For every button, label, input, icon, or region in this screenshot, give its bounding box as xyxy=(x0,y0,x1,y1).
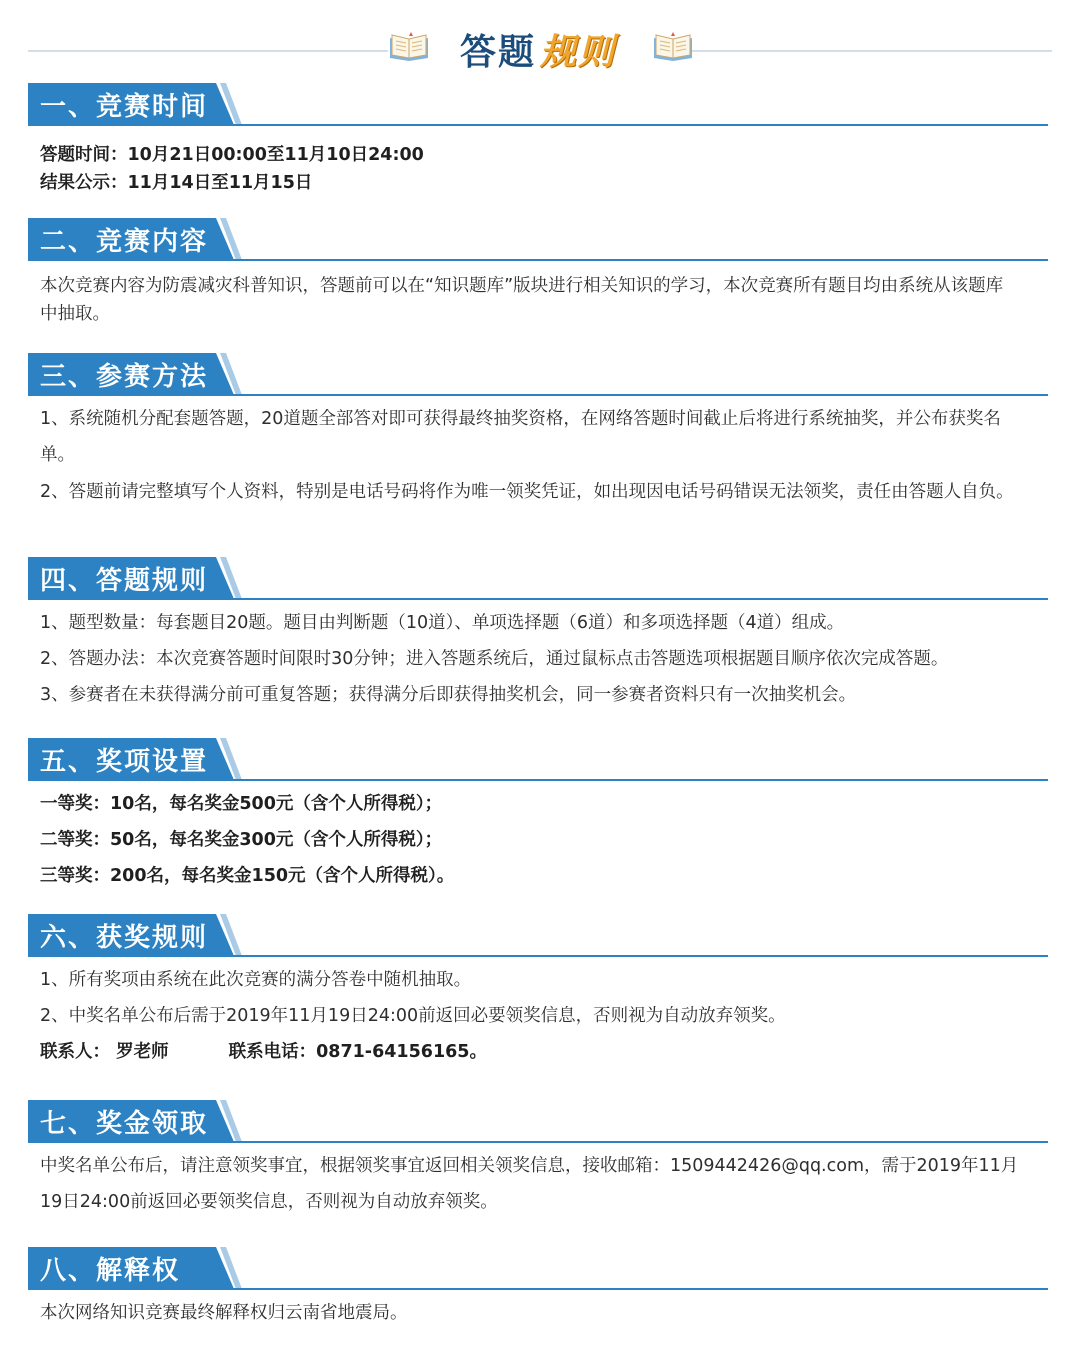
title-divider-left xyxy=(28,50,388,52)
title-divider-right xyxy=(692,50,1052,52)
second-prize: 二等奖：50名，每名奖金300元（含个人所得税）； xyxy=(40,830,443,850)
title-part-2: 规则 xyxy=(540,32,617,73)
answer-time-line: 答题时间：10月21日00:00至11月10日24:00 xyxy=(40,145,424,165)
section-heading: 六、获奖规则 xyxy=(40,923,209,953)
contact-phone: 联系电话：0871-64156165。 xyxy=(228,1042,487,1062)
section-header xyxy=(0,218,1080,262)
section-heading: 八、解释权 xyxy=(40,1256,181,1286)
title-part-1: 答题 xyxy=(460,32,537,73)
first-prize: 一等奖：10名，每名奖金500元（含个人所得税）； xyxy=(40,794,443,814)
section-prizes xyxy=(0,738,1080,894)
section-competition-content xyxy=(0,218,1080,328)
contact-person: 联系人： 罗老师 xyxy=(40,1042,169,1062)
section-header xyxy=(0,1247,1080,1291)
section-heading: 四、答题规则 xyxy=(40,566,209,596)
contact-info xyxy=(40,1034,1020,1070)
section-heading: 三、参赛方法 xyxy=(40,362,209,392)
section-heading: 七、奖金领取 xyxy=(40,1109,209,1139)
section-answer-rules xyxy=(0,557,1080,713)
section-heading: 一、竞赛时间 xyxy=(40,92,209,122)
content-paragraph: 本次竞赛内容为防震减灾科普知识，答题前可以在“知识题库”版块进行相关知识的学习，本次竞赛所有题目均由系统从该题库中抽取。 xyxy=(40,276,1004,324)
rule-item-3: 3、参赛者在未获得满分前可重复答题；获得满分后即获得抽奖机会，同一参赛者资料只有一次抽奖机会。 xyxy=(40,685,857,705)
section-participation-method xyxy=(0,353,1080,507)
section-heading: 五、奖项设置 xyxy=(40,747,209,777)
section-header xyxy=(0,353,1080,397)
open-book-icon xyxy=(386,30,432,62)
award-rule-2: 2、中奖名单公布后需于2019年11月19日24:00前返回必要领奖信息，否则视为自动放弃领奖。 xyxy=(40,1006,786,1026)
section-header xyxy=(0,557,1080,601)
section-award-rules xyxy=(0,914,1080,1070)
method-item-1: 1、系统随机分配套题答题，20道题全部答对即可获得最终抽奖资格，在网络答题时间截止后将进行系统抽奖，并公布获奖名单。 xyxy=(40,409,1001,465)
page-header xyxy=(0,20,1080,80)
method-item-2: 2、答题前请完整填写个人资料，特别是电话号码将作为唯一领奖凭证，如出现因电话号码错误无法领奖，责任由答题人自负。 xyxy=(40,482,1014,502)
third-prize: 三等奖：200名，每名奖金150元（含个人所得税）。 xyxy=(40,866,455,886)
section-interpretation xyxy=(0,1247,1080,1331)
award-rule-1: 1、所有奖项由系统在此次竞赛的满分答卷中随机抽取。 xyxy=(40,970,472,990)
interpretation-paragraph: 本次网络知识竞赛最终解释权归云南省地震局。 xyxy=(40,1303,408,1323)
result-publish-line: 结果公示：11月14日至11月15日 xyxy=(40,173,313,193)
claim-paragraph: 中奖名单公布后，请注意领奖事宜，根据领奖事宜返回相关领奖信息，接收邮箱：1509442426@qq.com，需于2019年11月19日24:00前返回必要领奖信息，否则视为自动放弃领奖。 xyxy=(40,1156,1019,1212)
section-header xyxy=(0,1100,1080,1144)
section-header xyxy=(0,914,1080,958)
page-title xyxy=(460,24,616,75)
rule-item-2: 2、答题办法：本次竞赛答题时间限时30分钟；进入答题系统后，通过鼠标点击答题选项根据题目顺序依次完成答题。 xyxy=(40,649,949,669)
section-header xyxy=(0,738,1080,782)
section-heading: 二、竞赛内容 xyxy=(40,227,209,257)
section-competition-time xyxy=(0,83,1080,197)
open-book-icon xyxy=(650,30,696,62)
rule-item-1: 1、题型数量：每套题目20题。题目由判断题（10道）、单项选择题（6道）和多项选择题（4道）组成。 xyxy=(40,613,845,633)
section-prize-claim xyxy=(0,1100,1080,1220)
section-header xyxy=(0,83,1080,127)
